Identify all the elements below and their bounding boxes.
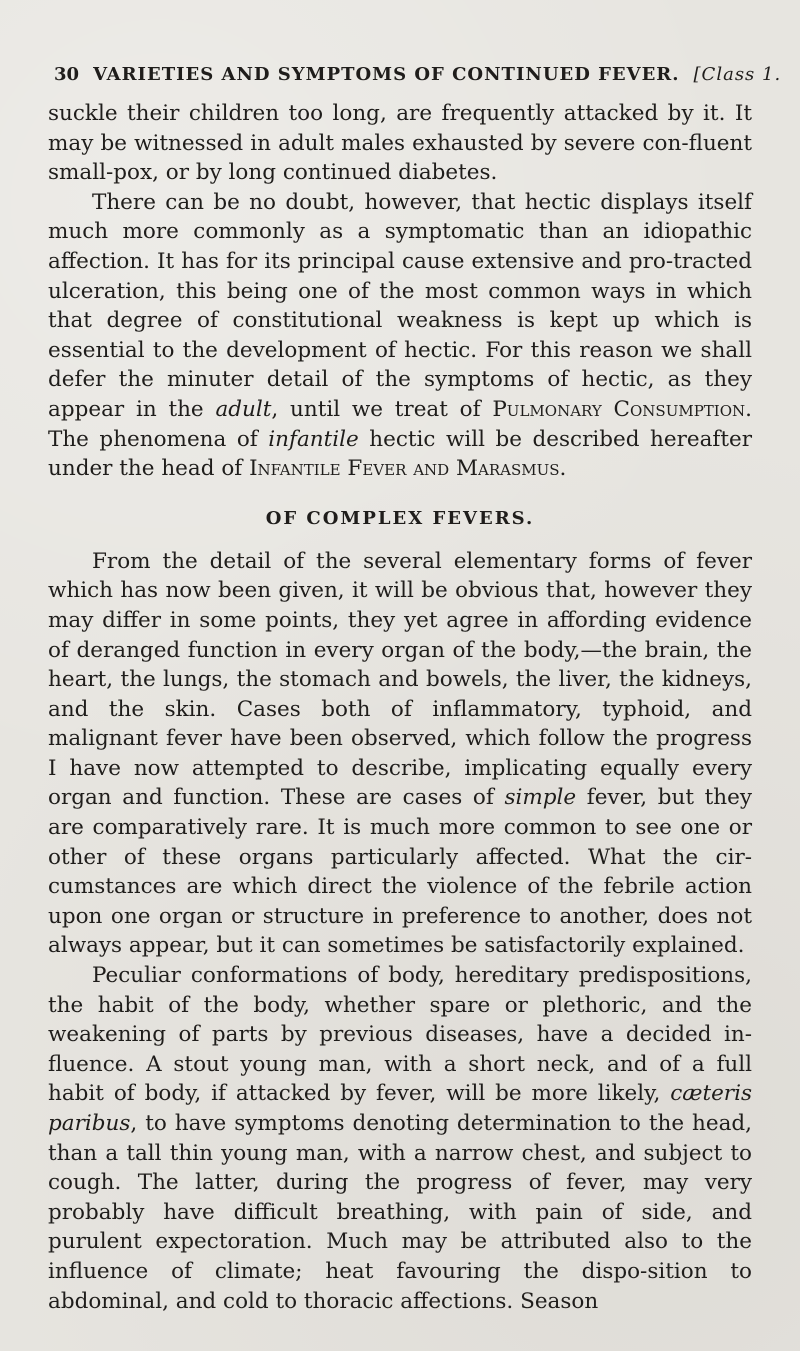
- paragraph-conformations: [48, 961, 752, 1316]
- running-title: VARIETIES AND SYMPTOMS OF CONTINUED FEVER.: [93, 64, 680, 85]
- italic-term: simple: [504, 785, 577, 811]
- paragraph-text: Peculiar conformations of body, hereditary predispositions, the habit of the body, whether spare or plethoric, and the weakening of parts by previous diseases, have a decided in-fluence. A stout young man, with a short neck, and of a full habit of body, if attacked by fever, will be more likely,: [48, 963, 752, 1107]
- paragraph-hectic: [48, 188, 752, 484]
- class-label: [Class 1.: [693, 64, 782, 85]
- paragraph-text: hectic will be described hereafter under the head of: [48, 426, 752, 482]
- paragraph-text: fever, but they are comparatively rare. It is much more common to see one or other of these organs particularly affected. What the cir-cumstances are which direct the violence of the febrile action upon one organ or structure in preference to another, does not always appear, but it can sometimes be satisfactorily explained.: [48, 785, 752, 959]
- paragraph-text: .: [559, 456, 567, 482]
- paragraph-continued: suckle their children too long, are frequently attacked by it. It may be witnessed in adult males exhausted by severe con-fluent small-pox, or by long continued diabetes.: [48, 101, 752, 186]
- small-caps-term: Infantile Fever and Marasmus: [249, 456, 560, 482]
- italic-term: adult: [215, 396, 272, 422]
- page-number: 30: [54, 64, 80, 85]
- small-caps-term: Pulmonary Consumption: [492, 396, 746, 422]
- body-text: [48, 99, 752, 1316]
- paragraph-text: . The phenomena of: [48, 396, 752, 452]
- paragraph-complex-fevers: [48, 547, 752, 961]
- paragraph-text: There can be no doubt, however, that hectic displays itself much more commonly as a symptomatic than an idiopathic affection. It has for its principal cause extensive and pro-tracted ulceration, this being one of the most common ways in which that degree of constitutional weakness is kept up which is essential to the development of hectic. For this reason we shall defer the minuter detail of the symptoms of hectic, as they appear in the: [48, 189, 752, 422]
- section-heading: OF COMPLEX FEVERS.: [265, 507, 535, 529]
- italic-term: cæteris paribus: [48, 1081, 752, 1136]
- paragraph-text: From the detail of the several elementary forms of fever which has now been given, it will be obvious that, however they may differ in some points, they yet agree in affording evidence of deranged function in every organ of the body,—the brain, the heart, the lungs, the stomach and bowels, the liver, the kidneys, and the skin. Cases both of inflammatory, typhoid, and malignant fever have been observed, which follow the progress I have now attempted to describe, implicating equally every organ and function. These are cases of: [48, 548, 752, 811]
- running-head: [54, 64, 782, 85]
- paragraph-text: , to have symptoms denoting determination to the head, than a tall thin young man, with a narrow chest, and subject to cough. The latter, during the progress of fever, may very probably have difficult breathing, with pain of side, and purulent expectoration. Much may be attributed also to the influence of climate; heat favouring the dispo-sition to abdominal, and cold to thoracic affections. Season: [48, 1111, 752, 1314]
- italic-term: infantile: [268, 426, 359, 452]
- paragraph-text: , until we treat of: [271, 396, 493, 422]
